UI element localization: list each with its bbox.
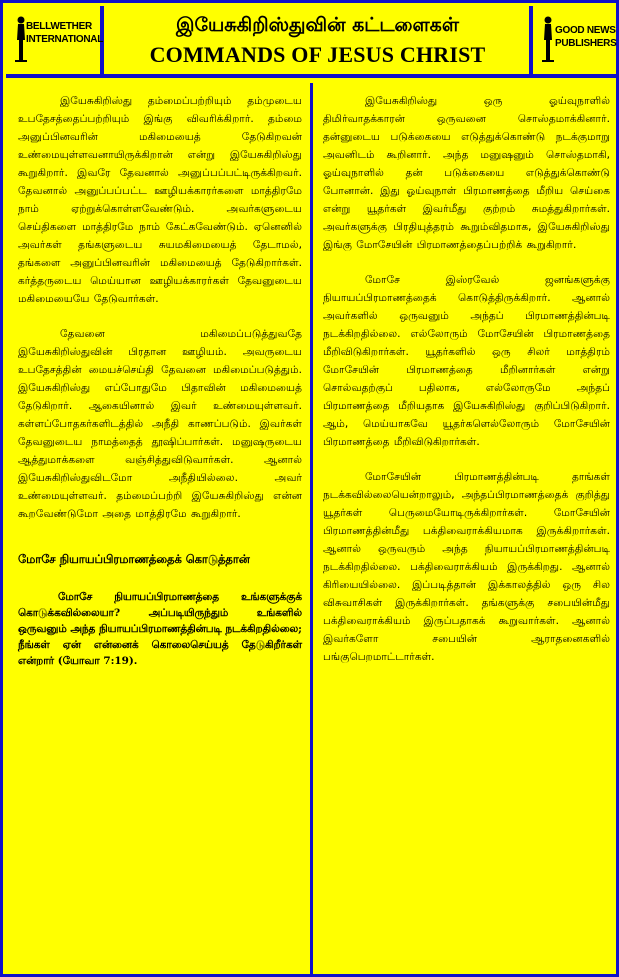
bellwether-logo-text (26, 20, 103, 46)
bellwether-line2: INTERNATIONAL (26, 34, 104, 45)
right-column (310, 83, 619, 976)
good-news-logo (529, 6, 619, 74)
right-paragraph-2: மோசே இஸ்ரவேல் ஜனங்களுக்கு நியாயப்பிரமாணத்தைக் கொடுத்திருக்கிறார். ஆனால் அவர்களில் ஒருவனும் அந்தப் பிரமாணத்தின்படி நடக்கிறதில்லை. எல்லோரும் மோசேயின் பிரமாணத்தை மீறிவிடுகிறார்கள். யூதர்களில் ஒரு சிலர் மாத்திரம் மோசேயின் பிரமாணத்தை மீறினார்கள் என்று சொல்வதற்குப் பதிலாக, எல்லோருமே அந்தப் பிரமாணத்தை மீறியதாக இயேசுகிறிஸ்து குறிப்பிடுகிறார். ஆம், மெய்யாகவே யூதர்களெல்லோரும் மோசேயின் பிரமாணத்தை மீறிவிடுகிறார்கள். (323, 274, 610, 448)
right-paragraph-1: இயேசுகிறிஸ்து ஒரு ஓய்வுநாளில் திமிர்வாதக்காரன் ஒருவனை சொஸ்தமாக்கினார். தன்னுடைய படுக்கையை எடுத்துக்கொண்டு நடக்குமாறு அவனிடம் கூறினார். அந்த மனுஷனும் சொஸ்தமாகி, ஓய்வுநாளில் தன் படுக்கையை எடுத்துக்கொண்டு போனான். இது ஓய்வுநாள் பிரமாணத்தை மீறிய செய்கை என்று யூதர்கள் இவர்மீது குற்றம் சுமத்துகிறார்கள். அவர்களுக்கு பிரதியுத்தரம் கூறும்விதமாக, இயேசுகிறிஸ்து இங்கு மோசேயின் பிரமாணத்தைப்பற்றிக் கூறுகிறார். (323, 95, 610, 251)
page-title-english: COMMANDS OF JESUS CHRIST (149, 42, 486, 67)
scripture-quote: மோசே நியாயப்பிரமாணத்தை உங்களுக்குக் கொடுக்கவில்லையா? அப்படியிருந்தும் உங்களில் ஒருவனும் அந்த நியாயப்பிரமாணத்தின்படி நடக்கிறதில்லை; நீங்கள் ஏன் என்னைக் கொலைசெய்யத் தேடுகிறீர்கள் என்றார் (யோவா 7:19). (18, 591, 302, 667)
left-column (8, 83, 310, 976)
left-paragraph-1: இயேசுகிறிஸ்து தம்மைப்பற்றியும் தம்முடைய உபதேசத்தைப்பற்றியும் இங்கு விவரிக்கிறார். தம்மை அனுப்பினவரின் மகிமையைத் தேடுகிறவன் உண்மையுள்ளவனாயிருக்கிறான் என்று இயேசுகிறிஸ்து கூறுகிறார். இவரே தேவனால் அனுப்பப்பட்டிருக்கிறவர். தேவனால் அனுப்பப்பட்ட ஊழியக்காரர்களை மாத்திரமே நாம் ஏற்றுக்கொள்ளவேண்டும். அவர்களுடைய செய்திகளை மாத்திரமே நாம் கேட்கவேண்டும். ஏனெனில் அவர்கள் தங்களுடைய சுயமகிமையைத் தேடாமல், தங்களை அனுப்பினவரின் மகிமையைத் தேடுகிறார்கள். கர்த்தருடைய மெய்யான ஊழியக்காரர்கள் தேவனுடைய மகிமையையே தேடுவார்கள். (18, 95, 302, 305)
good-news-line2: PUBLISHERS (555, 38, 617, 49)
header (6, 6, 619, 78)
good-news-line1: GOOD NEWS (555, 25, 616, 36)
right-paragraph-3: மோசேயின் பிரமாணத்தின்படி தாங்கள் நடக்கவில்லையென்றாலும், அந்தப்பிரமாணத்தைக் குறித்து யூதர்கள் பெருமையோடிருக்கிறார்கள். மோசேயின் பிரமாணத்தின்மீது பக்திவைராக்கியமாக இருக்கிறார்கள். ஆனால் ஒருவரும் அந்த நியாயப்பிரமாணத்தின்படி நடக்கிறதில்லை. பக்திவைராக்கியம் இருக்கிறது. ஆனால் கிரியையில்லை. இப்படித்தான் இக்காலத்தில் ஒரு சில விசுவாசிகள் இருக்கிறார்கள். தங்களுக்கு சபையின்மீது பக்திவைராக்கியம் இருப்பதாகக் கூறுவார்கள். ஆனால் இவர்களோ சபையின் ஆராதனைகளில் பங்குபெறமாட்டார்கள். (323, 471, 610, 663)
good-news-figure-icon (541, 16, 555, 62)
good-news-logo-text (555, 24, 616, 50)
title-block (108, 6, 527, 74)
bellwether-line1: BELLWETHER (26, 21, 92, 32)
section-heading: மோசே நியாயப்பிரமாணத்தைக் கொடுத்தான் (18, 552, 250, 566)
page-title-tamil: இயேசுகிறிஸ்துவின் கட்டளைகள் (176, 14, 459, 36)
bellwether-logo (6, 6, 104, 74)
left-paragraph-2: தேவனை மகிமைப்படுத்துவதே இயேசுகிறிஸ்துவின் பிரதான ஊழியம். அவருடைய உபதேசத்தின் மையச்செய்தி தேவனை மகிமைப்படுத்தும். இயேசுகிறிஸ்து எப்போதுமே பிதாவின் மகிமையைத் தேடுகிறார். ஆகையினால் இவர் உண்மையுள்ளவர். கள்ளப்போதகர்களிடத்தில் அநீதி காணப்படும். இவர்கள் தேவனுடைய நாமத்தைத் தூஷிப்பார்கள். மனுஷருடைய ஆத்துமாக்களை வஞ்சித்துவிடுவார்கள். ஆனால் இயேசுகிறிஸ்துவிடமோ அநீதியில்லை. அவர் உண்மையுள்ளவர். தம்மைப்பற்றி இயேசுகிறிஸ்து என்ன கூறவேண்டுமோ அதை மாத்திரமே கூறுகிறார். (18, 328, 302, 520)
